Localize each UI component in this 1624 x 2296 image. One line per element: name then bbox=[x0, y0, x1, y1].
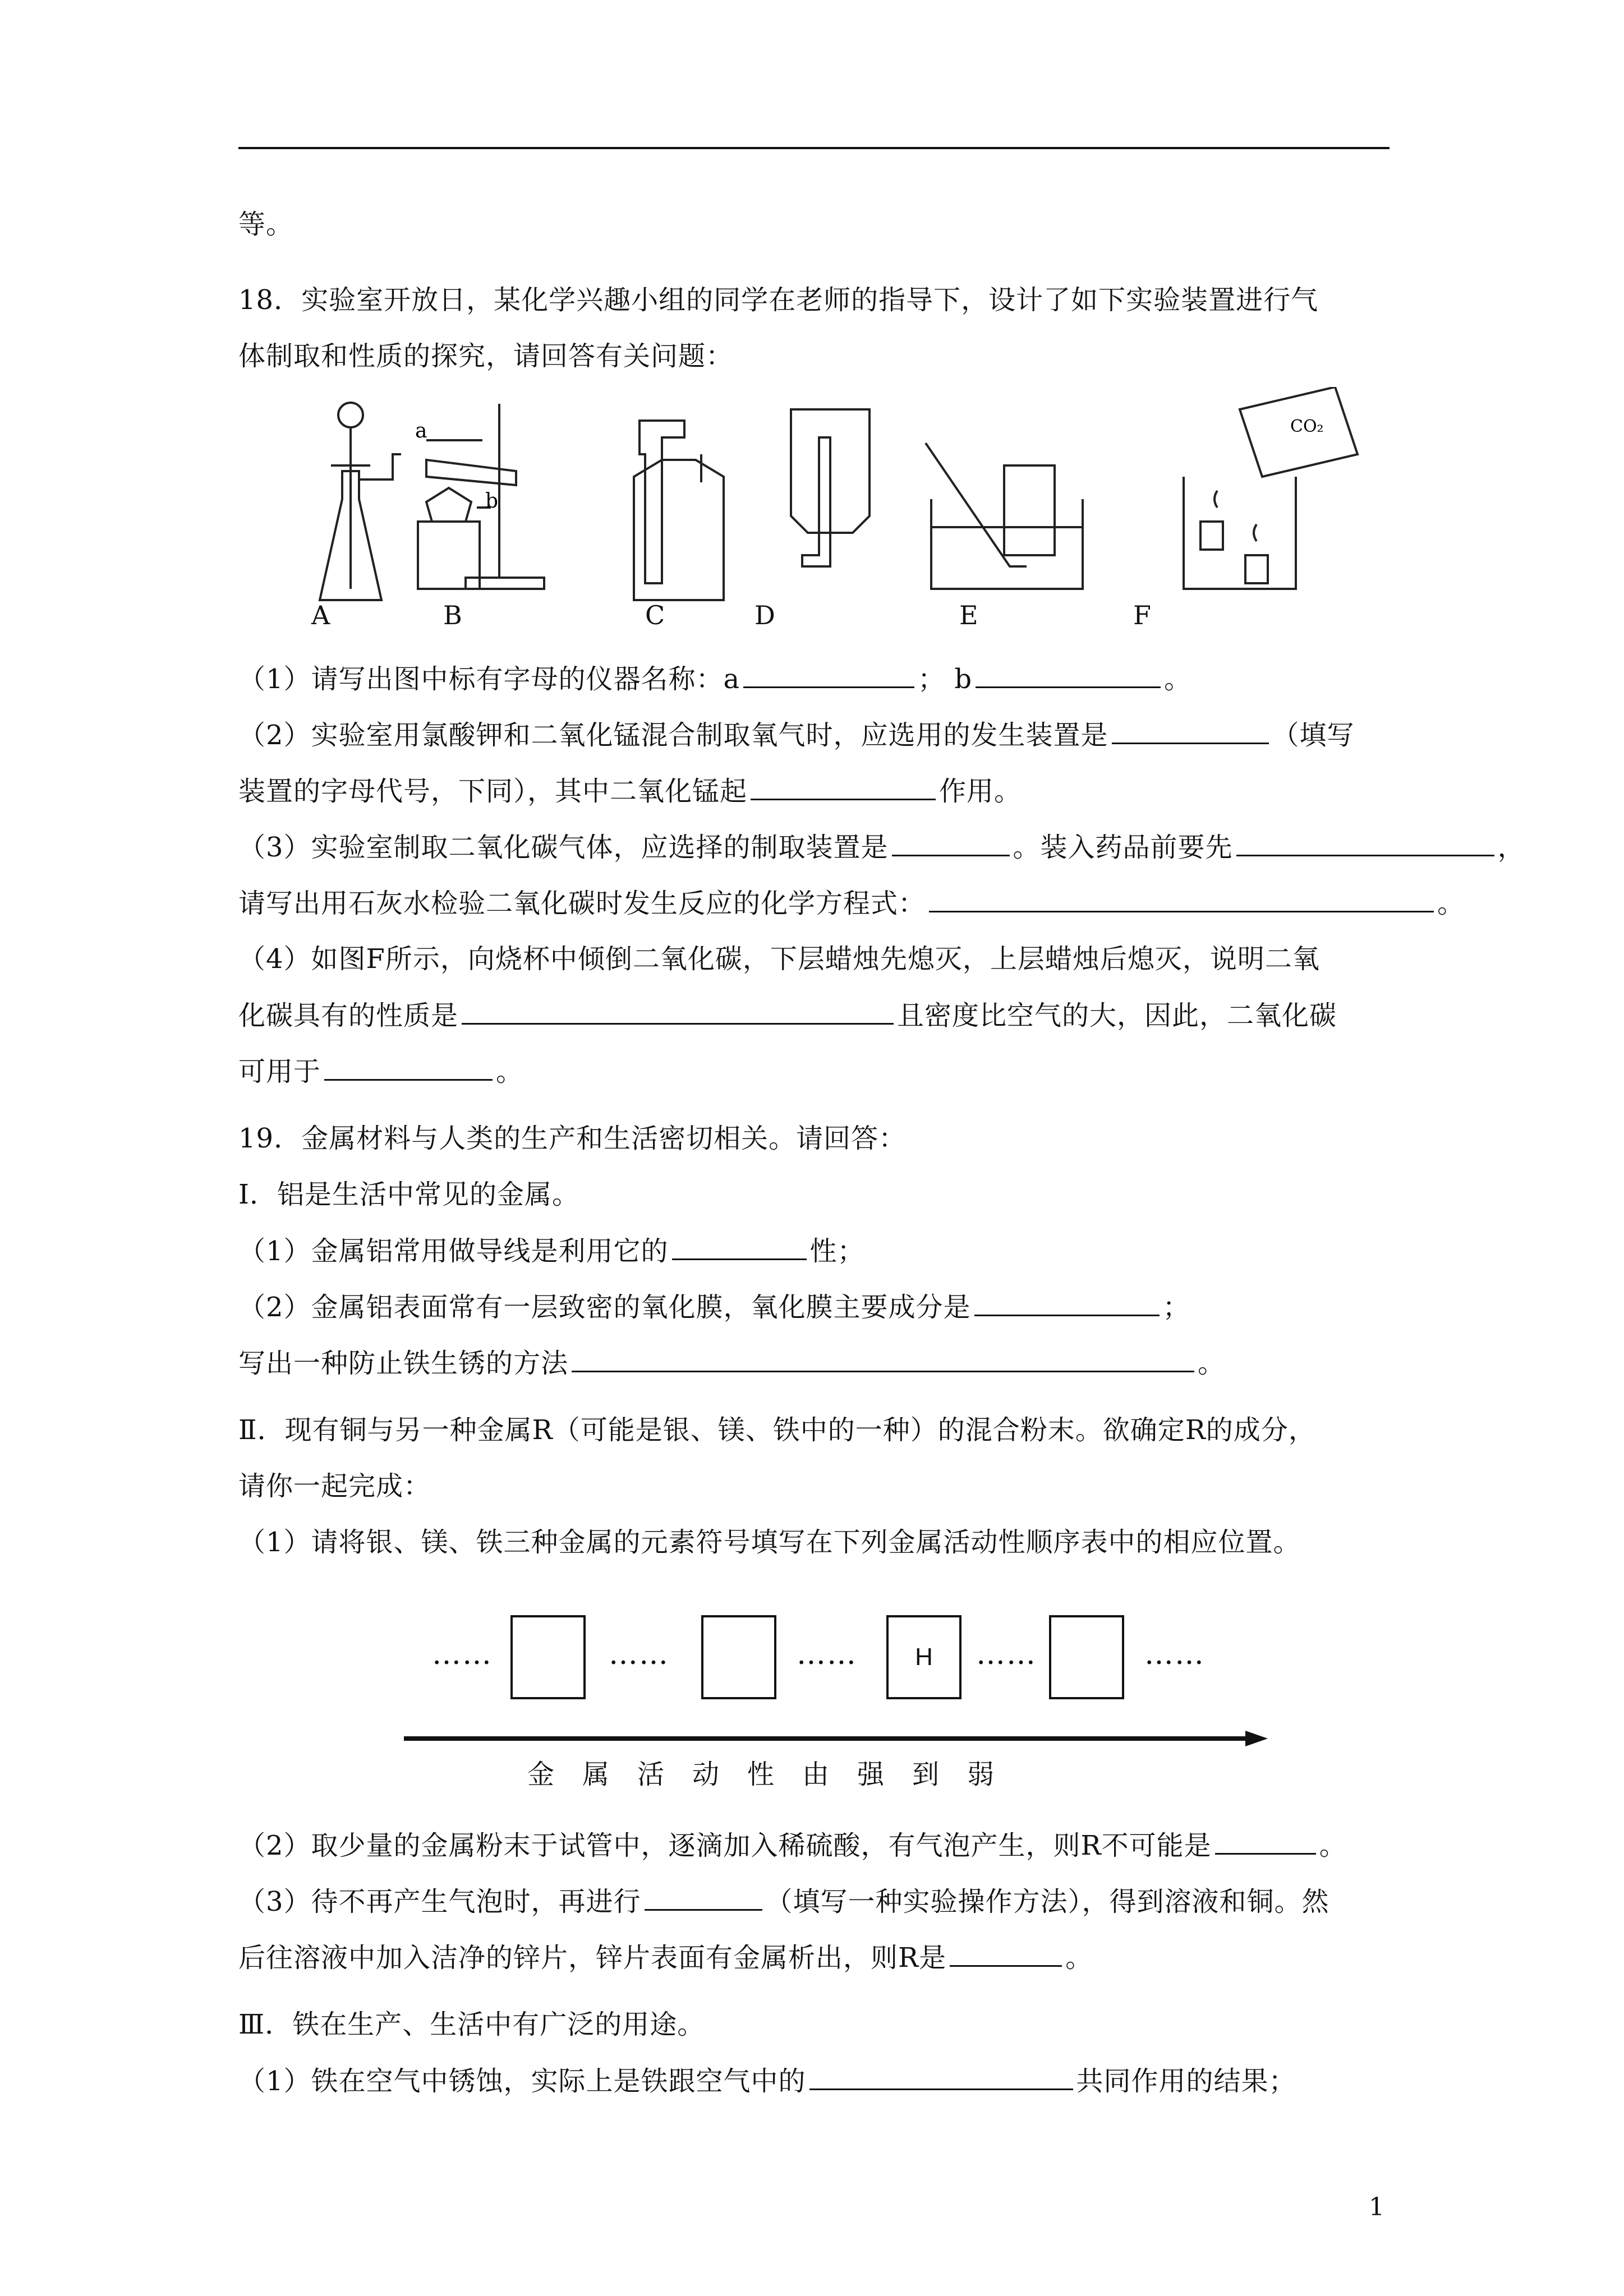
answer-blank[interactable] bbox=[929, 886, 1434, 912]
fig-label-e: E bbox=[959, 600, 978, 630]
text-line: 写出一种防止铁生锈的方法 。 bbox=[238, 1346, 1225, 1380]
ellipsis: …… bbox=[432, 1638, 493, 1671]
q18-1: （1）请写出图中标有字母的仪器名称：a ； b 。 bbox=[238, 662, 1191, 696]
q18-3: （3）实验室制取二氧化碳气体，应选择的制取装置是 。装入药品前要先 ， bbox=[238, 830, 1525, 864]
question-19-line: 19．金属材料与人类的生产和生活密切相关。请回答： bbox=[238, 1123, 907, 1154]
section-i-heading: Ⅰ．铝是生活中常见的金属。 bbox=[238, 1179, 579, 1210]
page-number: 1 bbox=[1369, 2193, 1384, 2221]
hydrogen-box: H bbox=[886, 1615, 961, 1699]
question-18-line: 18．实验室开放日，某化学兴趣小组的同学在老师的指导下，设计了如下实验装置进行气 bbox=[238, 284, 1319, 316]
fig-label-b: B bbox=[443, 600, 462, 630]
callout-b: b bbox=[485, 490, 499, 513]
callout-a: a bbox=[415, 419, 427, 442]
text-line: 后往溶液中加入洁净的锌片，锌片表面有金属析出，则R是 。 bbox=[238, 1940, 1093, 1975]
fig-label-c: C bbox=[645, 600, 665, 630]
activity-series-diagram bbox=[404, 1615, 1279, 1795]
answer-blank[interactable] bbox=[324, 1054, 493, 1081]
answer-blank[interactable] bbox=[974, 1290, 1160, 1316]
answer-blank[interactable] bbox=[672, 1234, 807, 1260]
fig-label-a: A bbox=[311, 600, 330, 630]
q19-ii-2: （2）取少量的金属粉末于试管中，逐滴加入稀硫酸，有气泡产生，则R不可能是 。 bbox=[238, 1828, 1347, 1862]
fig-label-d: D bbox=[755, 600, 775, 630]
answer-blank[interactable] bbox=[809, 2064, 1073, 2090]
text-line: 可用于 。 bbox=[238, 1054, 523, 1089]
q19-ii-3: （3）待不再产生气泡时，再进行 （填写一种实验操作方法），得到溶液和铜。然 bbox=[238, 1884, 1329, 1919]
section-ii-heading: Ⅱ．现有铜与另一种金属R（可能是银、镁、铁中的一种）的混合粉末。欲确定R的成分， bbox=[238, 1414, 1316, 1446]
answer-blank[interactable] bbox=[892, 830, 1010, 856]
answer-blank[interactable] bbox=[462, 998, 894, 1025]
arrow-right-icon bbox=[404, 1727, 1268, 1750]
answer-blank[interactable] bbox=[751, 774, 936, 800]
text-line: 装置的字母代号，下同），其中二氧化锰起 作用。 bbox=[238, 774, 1022, 808]
q19-iii-1: （1）铁在空气中锈蚀，实际上是铁跟空气中的 共同作用的结果； bbox=[238, 2064, 1296, 2098]
metal-box[interactable] bbox=[1049, 1615, 1124, 1699]
text-line: 请你一起完成： bbox=[238, 1470, 431, 1502]
header-rule bbox=[238, 147, 1390, 149]
metal-box[interactable] bbox=[701, 1615, 776, 1699]
text-line: 体制取和性质的探究，请回答有关问题： bbox=[238, 340, 734, 372]
q19-i-2: （2）金属铝表面常有一层致密的氧化膜，氧化膜主要成分是 ； bbox=[238, 1290, 1190, 1324]
q19-i-1: （1）金属铝常用做导线是利用它的 性； bbox=[238, 1234, 865, 1268]
answer-blank[interactable] bbox=[1112, 718, 1269, 744]
section-iii-heading: Ⅲ．铁在生产、生活中有广泛的用途。 bbox=[238, 2009, 705, 2040]
answer-blank[interactable] bbox=[743, 662, 914, 688]
fig-label-f: F bbox=[1133, 600, 1151, 630]
answer-blank[interactable] bbox=[976, 662, 1161, 688]
metal-box[interactable] bbox=[510, 1615, 586, 1699]
ellipsis: …… bbox=[797, 1638, 857, 1671]
text-line: 请写出用石灰水检验二氧化碳时发生反应的化学方程式： 。 bbox=[238, 886, 1465, 920]
text-line: 等。 bbox=[238, 209, 294, 240]
answer-blank[interactable] bbox=[645, 1884, 762, 1911]
ellipsis: …… bbox=[609, 1638, 669, 1671]
q19-ii-1: （1）请将银、镁、铁三种金属的元素符号填写在下列金属活动性顺序表中的相应位置。 bbox=[238, 1527, 1301, 1558]
answer-blank[interactable] bbox=[572, 1346, 1194, 1372]
q18-4: （4）如图F所示，向烧杯中倾倒二氧化碳，下层蜡烛先熄灭，上层蜡烛后熄灭，说明二氧 bbox=[238, 943, 1320, 975]
answer-blank[interactable] bbox=[1215, 1828, 1316, 1855]
callout-co2: CO₂ bbox=[1290, 417, 1324, 436]
text-line: 化碳具有的性质是 且密度比空气的大，因此，二氧化碳 bbox=[238, 998, 1337, 1032]
q18-2: （2）实验室用氯酸钾和二氧化锰混合制取氧气时，应选用的发生装置是 （填写 bbox=[238, 718, 1355, 752]
series-caption: 金属活动性由强到弱 bbox=[527, 1759, 1023, 1790]
answer-blank[interactable] bbox=[1236, 830, 1494, 856]
answer-blank[interactable] bbox=[950, 1940, 1062, 1967]
ellipsis: …… bbox=[1144, 1638, 1205, 1671]
ellipsis: …… bbox=[976, 1638, 1037, 1671]
